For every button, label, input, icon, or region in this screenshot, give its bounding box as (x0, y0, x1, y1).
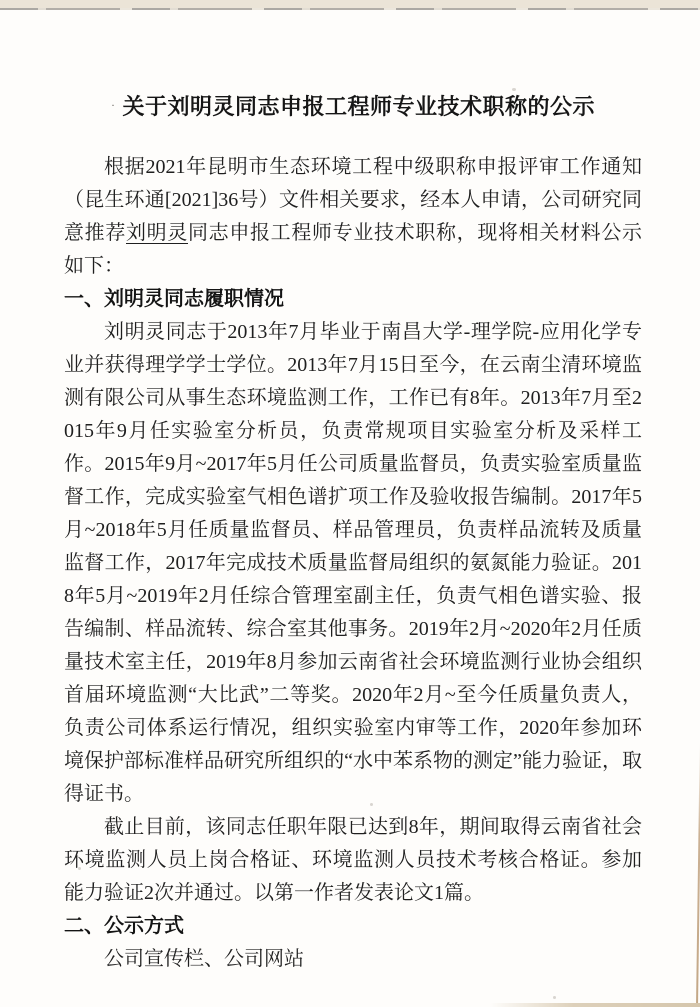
scan-dot-mark: · (110, 98, 116, 112)
intro-paragraph (64, 151, 642, 283)
scan-edge-bottom-line (490, 1003, 700, 1007)
section-2-paragraph-publication-channels: 公司宣传栏、公司网站 (104, 948, 304, 970)
scan-speck (553, 996, 556, 999)
document-title (64, 90, 642, 121)
section-2-heading: 二、公示方式 (64, 915, 184, 937)
scan-edge-top-strip (0, 0, 700, 8)
intro-text-after-name: 同志申报工程师专业技术职称，现将相关材料公示如下： (64, 222, 642, 277)
scan-edge-right-line (696, 742, 700, 1007)
document-title-text: 关于刘明灵同志申报工程师专业技术职称的公示 (122, 94, 595, 119)
section-1-heading: 一、刘明灵同志履职情况 (64, 288, 284, 310)
applicant-name-underlined: 刘明灵 (126, 222, 188, 244)
section-1-paragraph-career-history: 刘明灵同志于2013年7月毕业于南昌大学-理学院-应用化学专业并获得理学学士学位。2013年7月15日至今，在云南尘清环境监测有限公司从事生态环境监测工作，工作已有8年。2013年7月至2015年9月任实验室分析员，负责常规项目实验室分析及采样工作。2015年9月~2017年5月任公司质量监督员，负责实验室质量监督工作，完成实验室气相色谱扩项工作及验收报告编制。2017年5月~2018年5月任质量监督员、样品管理员，负责样品流转及质量监督工作，2017年完成技术质量监督局组织的氨氮能力验证。2018年5月~2019年2月任综合管理室副主任，负责气相色谱实验、报告编制、样品流转、综合室其他事务。2019年2月~2020年2月任质量技术室主任，2019年8月参加云南省社会环境监测行业协会组织首届环境监测“大比武”二等奖。2020年2月~至今任质量负责人，负责公司体系运行情况，组织实验室内审等工作，2020年参加环境保护部标准样品研究所组织的“水中苯系物的测定”能力验证，取得证书。 (64, 321, 642, 805)
intro-text-before-name: 根据2021年昆明市生态环境工程中级职称申报评审工作通知（昆生环通[2021]36号）文件相关要求，经本人申请，公司研究同意推荐 (64, 156, 642, 244)
document-body (64, 90, 642, 976)
section-1-paragraph-qualifications: 截止目前，该同志任职年限已达到8年，期间取得云南省社会环境监测人员上岗合格证、环境监测人员技术考核合格证。参加能力验证2次并通过。以第一作者发表论文1篇。 (64, 816, 642, 904)
